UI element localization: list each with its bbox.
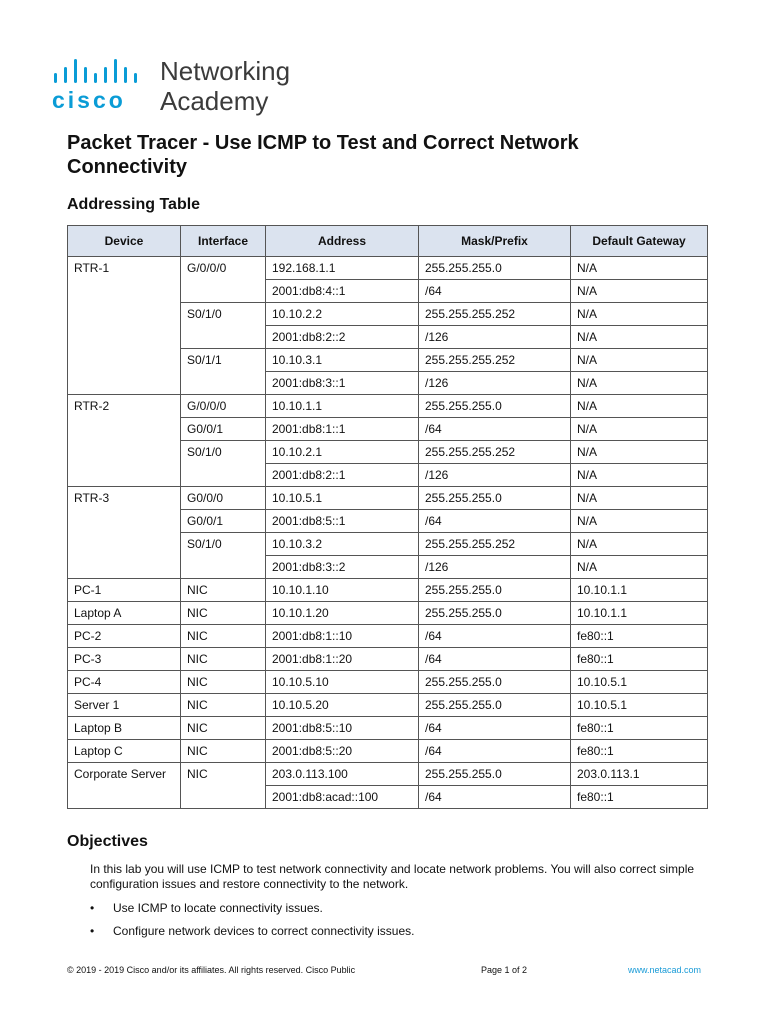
mask-prefix-cell: 255.255.255.0 [419,763,571,786]
mask-prefix-cell: /64 [419,625,571,648]
default-gateway-cell: N/A [571,326,708,349]
default-gateway-cell: N/A [571,441,708,464]
interface-cell: NIC [181,648,266,671]
mask-prefix-cell: /64 [419,510,571,533]
default-gateway-cell: N/A [571,280,708,303]
address-cell: 10.10.1.20 [266,602,419,625]
default-gateway-cell: fe80::1 [571,717,708,740]
address-cell: 10.10.1.1 [266,395,419,418]
table-row [68,257,708,280]
objective-text: Use ICMP to locate connectivity issues. [113,901,323,915]
table-row [68,648,708,671]
device-cell: RTR-1 [68,257,181,395]
device-cell: PC-3 [68,648,181,671]
address-cell: 2001:db8:1::20 [266,648,419,671]
page-footer [67,965,707,979]
interface-cell: S0/1/0 [181,303,266,349]
default-gateway-cell: N/A [571,510,708,533]
list-item [90,901,414,924]
address-cell: 2001:db8:3::2 [266,556,419,579]
mask-prefix-cell: 255.255.255.252 [419,303,571,326]
default-gateway-cell: N/A [571,533,708,556]
interface-cell: S0/1/1 [181,349,266,395]
address-cell: 10.10.3.2 [266,533,419,556]
mask-prefix-cell: 255.255.255.0 [419,257,571,280]
default-gateway-cell: N/A [571,303,708,326]
table-row [68,694,708,717]
interface-cell: G0/0/1 [181,510,266,533]
column-header-device: Device [68,226,181,257]
objectives-paragraph: In this lab you will use ICMP to test network connectivity and locate network problems. You will also correct simple configuration issues and restore connectivity to the network. [90,862,695,891]
device-cell: PC-2 [68,625,181,648]
interface-cell: NIC [181,671,266,694]
column-header-mask-prefix: Mask/Prefix [419,226,571,257]
mask-prefix-cell: 255.255.255.0 [419,671,571,694]
interface-cell: S0/1/0 [181,441,266,487]
interface-cell: NIC [181,625,266,648]
device-cell: Server 1 [68,694,181,717]
mask-prefix-cell: /64 [419,786,571,809]
mask-prefix-cell: 255.255.255.0 [419,579,571,602]
default-gateway-cell: N/A [571,556,708,579]
device-cell: Laptop C [68,740,181,763]
mask-prefix-cell: /64 [419,648,571,671]
interface-cell: G0/0/1 [181,418,266,441]
interface-cell: G/0/0/0 [181,257,266,303]
interface-cell: NIC [181,579,266,602]
table-row [68,395,708,418]
table-row [68,740,708,763]
interface-cell: NIC [181,740,266,763]
default-gateway-cell: N/A [571,487,708,510]
default-gateway-cell: N/A [571,418,708,441]
address-cell: 192.168.1.1 [266,257,419,280]
device-cell: RTR-3 [68,487,181,579]
default-gateway-cell: 10.10.5.1 [571,671,708,694]
default-gateway-cell: N/A [571,349,708,372]
logo-academy-text: Academy [160,86,269,116]
device-cell: Corporate Server [68,763,181,809]
objectives-heading: Objectives [67,833,148,850]
mask-prefix-cell: /126 [419,326,571,349]
footer-page-number: Page 1 of 2 [481,965,528,975]
table-row [68,625,708,648]
table-body [68,257,708,809]
address-cell: 10.10.5.1 [266,487,419,510]
default-gateway-cell: fe80::1 [571,740,708,763]
default-gateway-cell: 10.10.5.1 [571,694,708,717]
default-gateway-cell: N/A [571,257,708,280]
mask-prefix-cell: /64 [419,740,571,763]
default-gateway-cell: 10.10.1.1 [571,602,708,625]
logo-networking-text: Networking [160,56,291,86]
device-cell: PC-4 [68,671,181,694]
address-cell: 203.0.113.100 [266,763,419,786]
address-cell: 2001:db8:acad::100 [266,786,419,809]
address-cell: 2001:db8:5::1 [266,510,419,533]
interface-cell: G0/0/0 [181,487,266,510]
interface-cell: G/0/0/0 [181,395,266,418]
device-cell: Laptop B [68,717,181,740]
mask-prefix-cell: 255.255.255.0 [419,487,571,510]
addressing-table [67,225,708,809]
address-cell: 2001:db8:5::20 [266,740,419,763]
column-header-address: Address [266,226,419,257]
mask-prefix-cell: /64 [419,717,571,740]
column-header-default-gateway: Default Gateway [571,226,708,257]
mask-prefix-cell: /64 [419,280,571,303]
list-item [90,924,414,947]
column-header-interface: Interface [181,226,266,257]
table-row [68,671,708,694]
address-cell: 2001:db8:2::2 [266,326,419,349]
interface-cell: NIC [181,717,266,740]
interface-cell: NIC [181,694,266,717]
mask-prefix-cell: /126 [419,464,571,487]
interface-cell: S0/1/0 [181,533,266,579]
mask-prefix-cell: 255.255.255.0 [419,694,571,717]
address-cell: 2001:db8:4::1 [266,280,419,303]
document-title: Packet Tracer - Use ICMP to Test and Correct Network Connectivity [67,132,579,178]
address-cell: 2001:db8:1::10 [266,625,419,648]
default-gateway-cell: fe80::1 [571,648,708,671]
mask-prefix-cell: /64 [419,418,571,441]
address-cell: 10.10.3.1 [266,349,419,372]
table-row [68,602,708,625]
footer-copyright: © 2019 - 2019 Cisco and/or its affiliates. All rights reserved. Cisco Public [67,965,356,975]
mask-prefix-cell: /126 [419,556,571,579]
address-cell: 10.10.5.10 [266,671,419,694]
mask-prefix-cell: 255.255.255.252 [419,349,571,372]
table-row [68,487,708,510]
table-header-row [68,226,708,257]
address-cell: 2001:db8:5::10 [266,717,419,740]
bullet-icon: • [90,901,95,915]
address-cell: 2001:db8:2::1 [266,464,419,487]
address-cell: 10.10.2.2 [266,303,419,326]
device-cell: Laptop A [68,602,181,625]
interface-cell: NIC [181,602,266,625]
mask-prefix-cell: 255.255.255.0 [419,602,571,625]
default-gateway-cell: N/A [571,395,708,418]
table-row [68,717,708,740]
address-cell: 2001:db8:3::1 [266,372,419,395]
device-cell: PC-1 [68,579,181,602]
mask-prefix-cell: 255.255.255.252 [419,441,571,464]
cisco-bridge-icon [54,59,146,83]
address-cell: 10.10.1.10 [266,579,419,602]
objectives-list [90,901,414,947]
default-gateway-cell: fe80::1 [571,786,708,809]
table-row [68,579,708,602]
objective-text: Configure network devices to correct connectivity issues. [113,924,415,938]
footer-url-link[interactable]: www.netacad.com [627,965,701,975]
addressing-table-heading: Addressing Table [67,196,201,213]
interface-cell: NIC [181,763,266,809]
table-row [68,763,708,786]
default-gateway-cell: 203.0.113.1 [571,763,708,786]
device-cell: RTR-2 [68,395,181,487]
address-cell: 2001:db8:1::1 [266,418,419,441]
default-gateway-cell: N/A [571,372,708,395]
mask-prefix-cell: /126 [419,372,571,395]
address-cell: 10.10.5.20 [266,694,419,717]
default-gateway-cell: 10.10.1.1 [571,579,708,602]
bullet-icon: • [90,924,95,938]
networking-academy-logo [52,57,312,117]
mask-prefix-cell: 255.255.255.0 [419,395,571,418]
default-gateway-cell: N/A [571,464,708,487]
default-gateway-cell: fe80::1 [571,625,708,648]
cisco-wordmark: cisco [52,87,126,113]
mask-prefix-cell: 255.255.255.252 [419,533,571,556]
address-cell: 10.10.2.1 [266,441,419,464]
